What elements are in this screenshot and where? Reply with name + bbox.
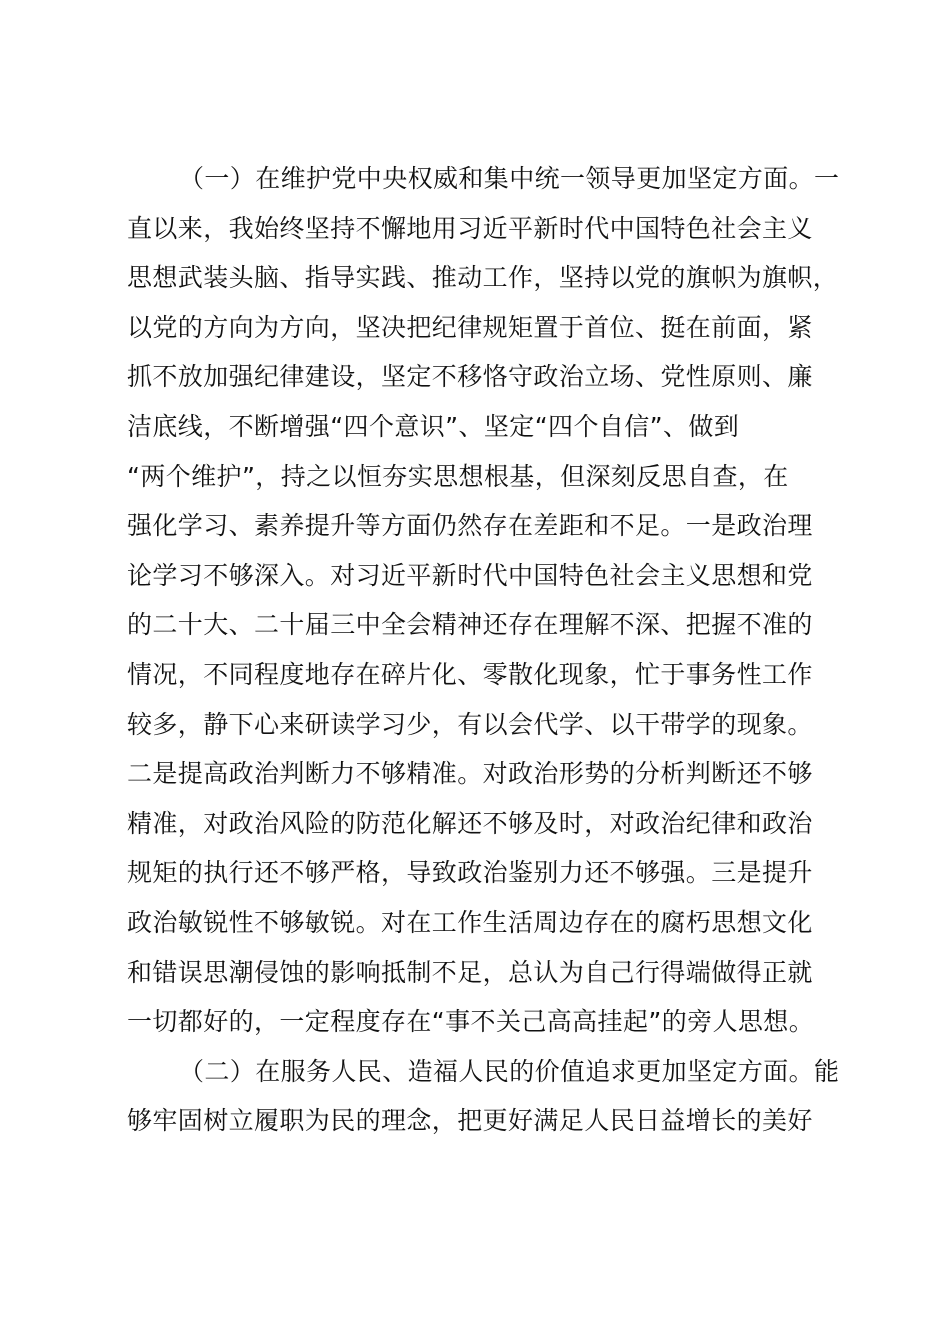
text-line: 洁底线，不断增强“四个意识”、坚定“四个自信”、做到 [127,411,740,441]
text-line: 规矩的执行还不够严格，导致政治鉴别力还不够强。三是提升 [127,858,813,888]
text-line: 精准，对政治风险的防范化解还不够及时，对政治纪律和政治 [127,808,813,838]
body-text [127,154,840,1146]
text-line: 以党的方向为方向，坚决把纪律规矩置于首位、挺在前面，紧 [127,312,813,342]
text-line: 思想武装头脑、指导实践、推动工作，坚持以党的旗帜为旗帜， [127,263,839,293]
text-line: 直以来，我始终坚持不懈地用习近平新时代中国特色社会主义 [127,213,813,243]
paragraph-1-heading-line: （一）在维护党中央权威和集中统一领导更加坚定方面。一 [179,164,840,193]
text-line: 一切都好的，一定程度存在“事不关己高高挂起”的旁人思想。 [127,1007,815,1037]
text-line: 情况，不同程度地存在碎片化、零散化现象，忙于事务性工作 [127,659,813,689]
text-line: 二是提高政治判断力不够精准。对政治形势的分析判断还不够 [127,759,813,789]
paragraph-2-heading-line: （二）在服务人民、造福人民的价值追求更加坚定方面。能 [179,1056,840,1086]
text-line: “两个维护”，持之以恒夯实思想根基，但深刻反思自查，在 [127,461,789,491]
text-line: 政治敏锐性不够敏锐。对在工作生活周边存在的腐朽思想文化 [127,907,813,937]
text-line: 抓不放加强纪律建设，坚定不移恪守政治立场、党性原则、廉 [127,362,813,392]
text-line: 和错误思潮侵蚀的影响抵制不足，总认为自己行得端做得正就 [127,957,813,987]
text-line: 的二十大、二十届三中全会精神还存在理解不深、把握不准的 [127,610,813,640]
text-line: 论学习不够深入。对习近平新时代中国特色社会主义思想和党 [127,560,813,590]
text-line: 强化学习、素养提升等方面仍然存在差距和不足。一是政治理 [127,511,813,541]
text-line: 较多，静下心来研读学习少，有以会代学、以干带学的现象。 [127,709,813,739]
text-line: 够牢固树立履职为民的理念，把更好满足人民日益增长的美好 [127,1106,813,1136]
